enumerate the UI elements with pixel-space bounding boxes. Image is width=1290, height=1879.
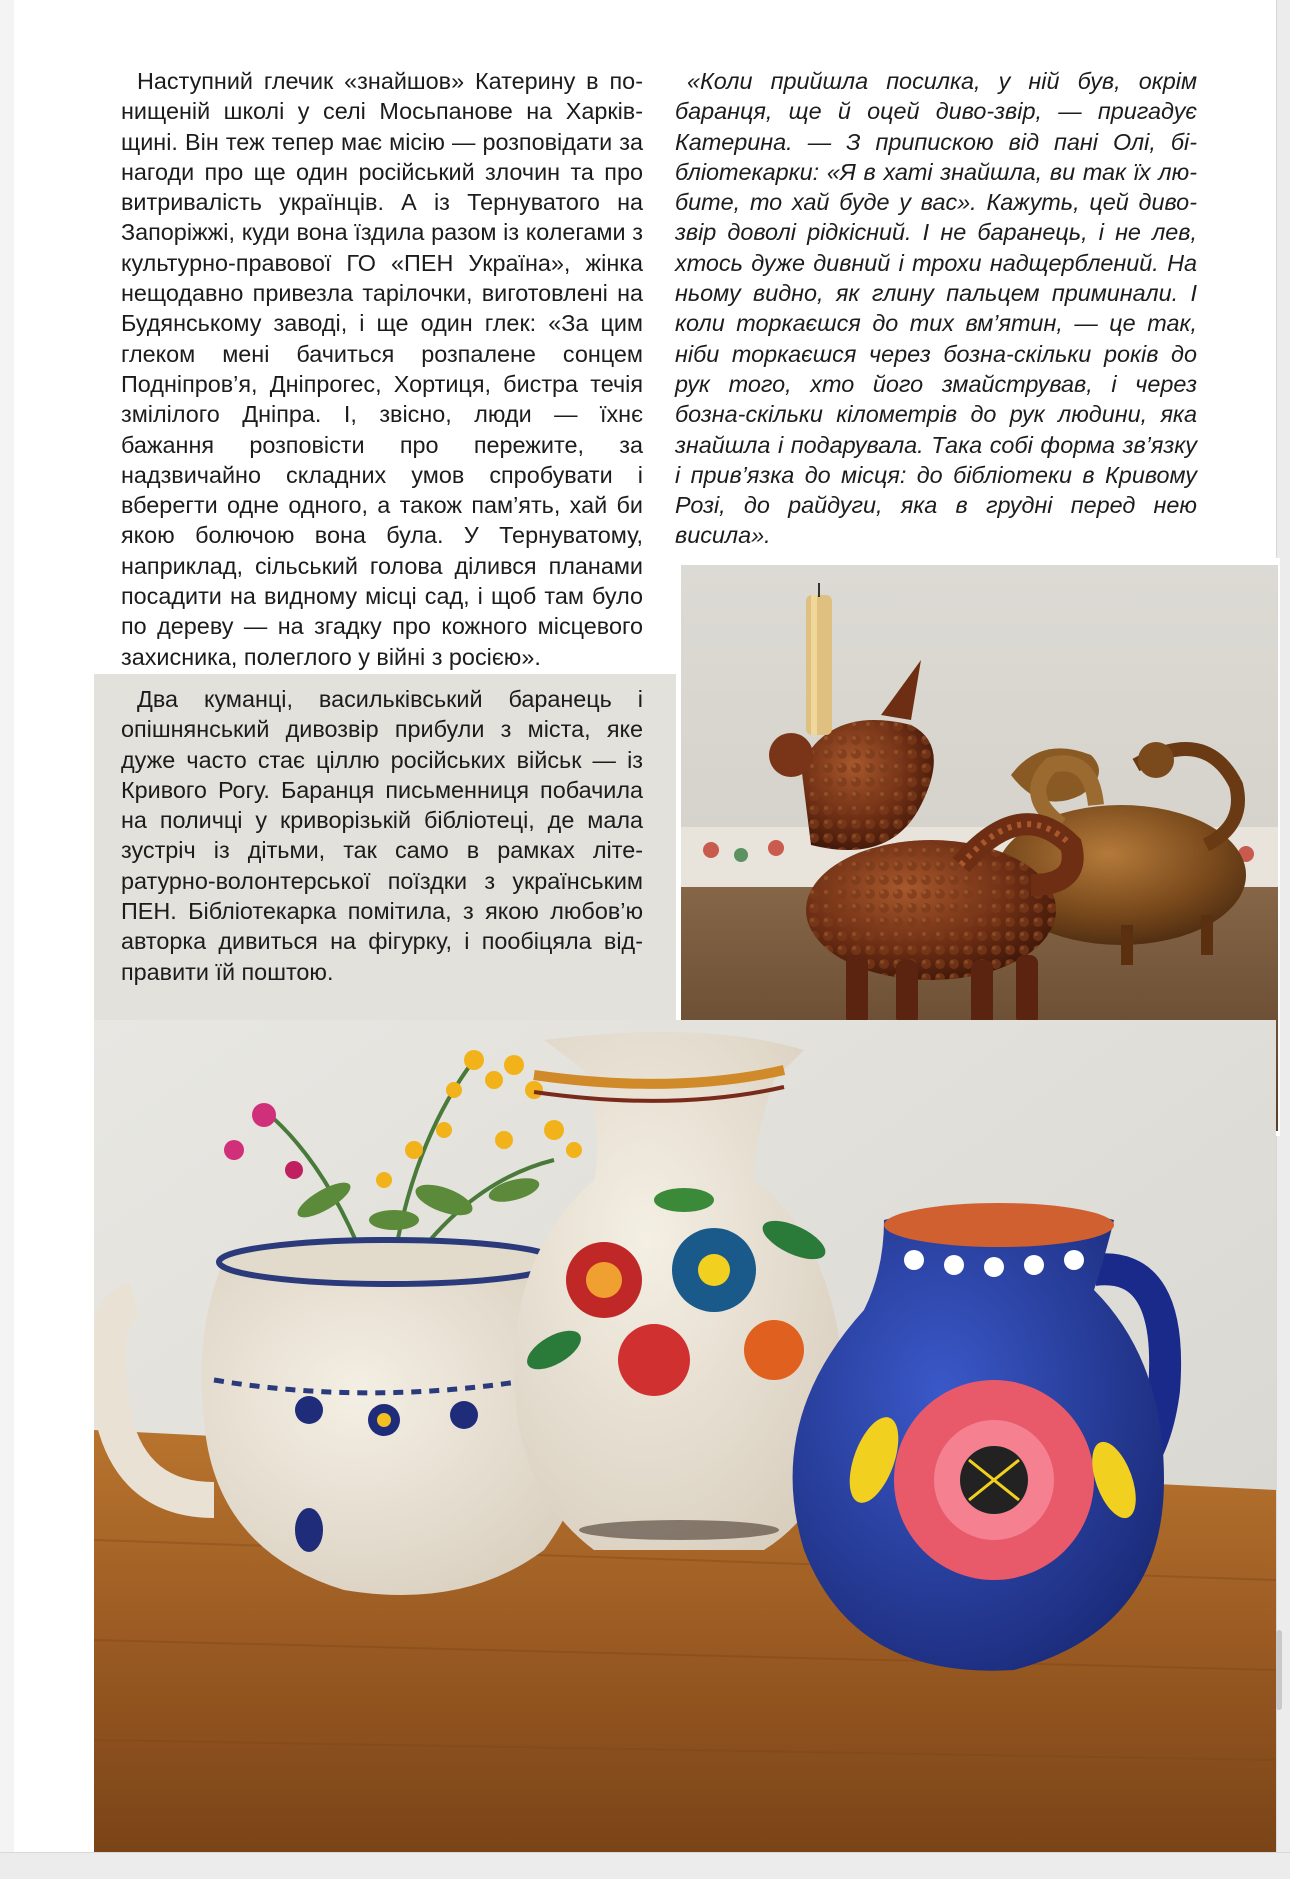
- left-column-text: Наступний глечик «знайшов» Катерину в понищеній школі у селі Мосьпанове на Харківщині. Він теж тепер має місію — розповідати за нагоди про ще один російський злочин та про витривалість українців. А із Тернуватого на Запоріжжі, куди вона їздила разом із колегами з культурно-правової ГО «ПЕН Україна», жінка нещодавно привезла тарілочки, виготовлені на Будянському заводі, і ще один глек: «За цим глеком мені бачиться розпалене сонцем Подніпров’я, Дніпрогес, Хортиця, бистра течія змілілого Дніпра. І, звісно, люди — їхнє бажання розповісти про пережите, за надзвичайно складних умов спробувати і вберегти одне одного, а також пам’ять, хай би якою болючою вона була. У Тернуватому, наприклад, сільський голова ділився планами посадити на видному місці сад, і щоб там було по дереву — на згадку про кожного місцевого захисника, полеглого у війні з росією».: [121, 68, 643, 670]
- right-column-quote: «Коли прийшла посилка, у ній був, окрім баранця, ще й оцей диво-звір, — пригадує Катерина. — З припискою від пані Олі, бібліотекарки: «Я в хаті знайшла, ви так їх любите, то хай буде у вас». Кажуть, цей дивозвір доволі рідкісний. І не баранець, і не лев, хтось дуже дивний і трохи надщерблений. На ньому видно, як глину пальцем приминали. І коли торкаєшся до тих вм’ятин, — це так, ніби торкаєшся через бозна-скільки років до рук того, хто його змайстрував, і через бозна-скільки кілометрів до рук людини, яка знайшла і подарувала. Така собі форма зв’язку і прив’язка до місця: до бібліотеки в Кривому Розі, до райдуги, яка в грудні перед нею висила».: [675, 68, 1197, 549]
- page-edge-bottom: [0, 1852, 1290, 1879]
- scrollbar-thumb[interactable]: [1276, 1630, 1282, 1710]
- highlight-box-text: Два куманці, васильківський баранець і опішнянський дивозвір прибули з міста, яке дуже часто стає ціллю російських військ — із Кривого Рогу. Баранця письменниця побачила на поличці у криворізькій бібліотеці, де мала зустріч із дітьми, так само в рамках літературно-волонтерської поїздки з українським ПЕН. Бібліотекарка помітила, з якою любов’ю авторка дивиться на фігурку, і пообіцяла відправити їй поштою.: [121, 686, 643, 985]
- ceramic-jugs-photo: [94, 1020, 1276, 1852]
